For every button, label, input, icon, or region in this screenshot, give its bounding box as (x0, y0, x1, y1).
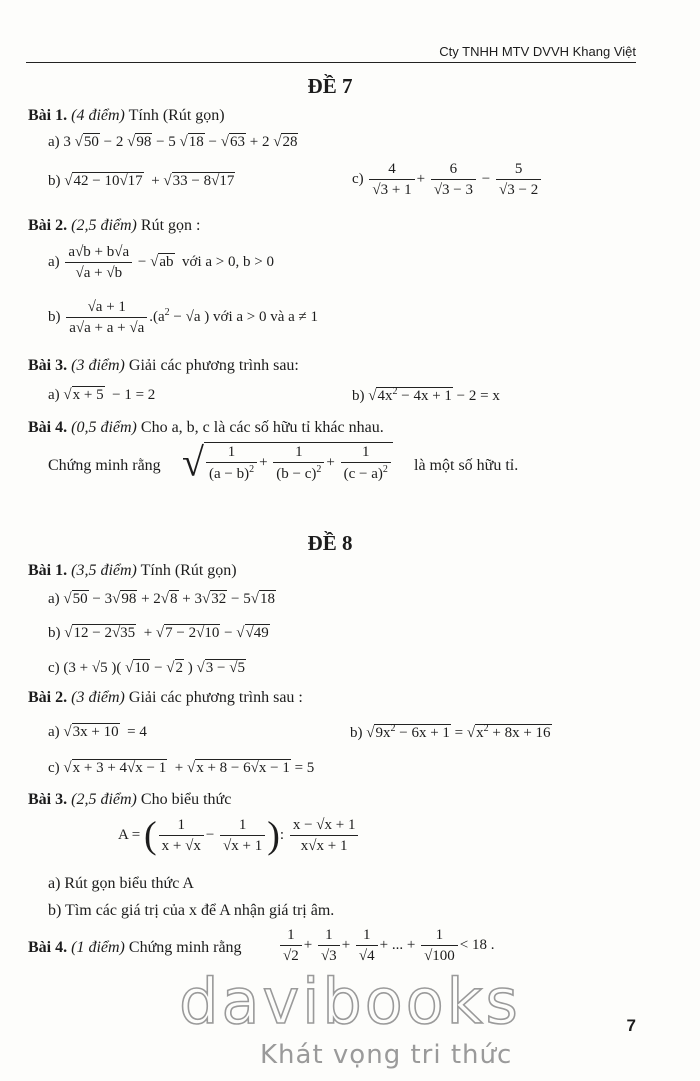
problem-points: (2,5 điểm) (71, 217, 137, 234)
exam-8-p3-qa: a) Rút gọn biểu thức A (48, 875, 194, 892)
exam-8-p3-expression: A = ( $\frac{1}{x + √x}$ − $\frac{1}{√x + 1}$ ): $\frac{x - √x + 1}{x√x + 1}$ (118, 816, 360, 855)
problem-points: (3 điểm) (71, 357, 125, 374)
exam-7-problem-4 (28, 418, 384, 437)
problem-label: Bài 4. (28, 419, 68, 436)
exam-8-problem-1 (28, 561, 237, 580)
exam-7-problem-1 (28, 106, 225, 125)
exam-7-p4-tail: là một số hữu tỉ. (414, 457, 519, 474)
exam-8-p2-b: b) $√9x^2 - 6x + 1 = √x^2 + 8x + 16$ (350, 723, 551, 741)
exam-8-p3-qb: b) Tìm các giá trị của x để A nhận giá trị âm. (48, 902, 335, 919)
problem-text: Giải các phương trình sau : (128, 689, 303, 706)
exam-7-p3-b: b) $√4x^2 - 4x + 1 - 2 = x$ (352, 386, 500, 404)
problem-text: Giải các phương trình sau: (128, 357, 299, 374)
exam-7-p1-a: a) 3 √50 − 2 √98 − 5 √18 − √63 + 2 √28 (48, 134, 298, 150)
header-rule (26, 62, 636, 63)
problem-points: (4 điểm) (71, 107, 125, 124)
exam-8-title: ĐỀ 8 (307, 531, 353, 555)
problem-text: Tính (Rút gọn) (140, 562, 237, 579)
exam-7-p3-a: a) √x + 5 − 1 = 2 (48, 387, 156, 403)
exam-7-p4-expression: √ $\frac{1}{(a - b)^2}$ + $\frac{1}{(b - c)^2}$ + $\frac{1}{(c - a)^2}$ (182, 442, 393, 483)
exam-7-problem-2 (28, 216, 200, 235)
watermark-slogan: Khát vọng tri thức (260, 1040, 513, 1070)
exam-8-p2-a: a) √3x + 10 = 4 (48, 724, 147, 740)
exam-7-title: ĐỀ 7 (307, 74, 353, 98)
exam-8-p1-b: b) √12 − 2√35 + √7 − 2√10 − √√49 (48, 625, 269, 641)
exam-8-p1-a: a) √50 − 3√98 + 2√8 + 3√32 − 5√18 (48, 591, 275, 607)
problem-points: (2,5 điểm) (71, 791, 137, 808)
exam-8-p4-expression: $\frac{1}{√2}$ + $\frac{1}{√3}$ + $\frac{1}{√4}$ + ... + $\frac{1}{√100}$ < 18 . (278, 926, 495, 965)
problem-label: Bài 4. (28, 939, 68, 956)
problem-text: Tính (Rút gọn) (128, 107, 225, 124)
watermark-logo: davibooks (179, 965, 521, 1038)
exam-7-p2-a: a) $\frac{a√b + b√a}{√a + √b}$ − √ab với a > 0, b > 0 (48, 244, 274, 281)
problem-points: (1 điểm) (71, 939, 125, 956)
problem-label: Bài 3. (28, 357, 68, 374)
problem-label: Bài 1. (28, 107, 68, 124)
problem-label: Bài 2. (28, 689, 68, 706)
running-header: Cty TNHH MTV DVVH Khang Việt (439, 44, 636, 59)
problem-points: (3 điểm) (71, 689, 125, 706)
problem-label: Bài 2. (28, 217, 68, 234)
exam-7-problem-3 (28, 356, 299, 375)
problem-text: Cho biểu thức (140, 791, 232, 808)
exam-7-p1-b: b) √42 − 10√17 + √33 − 8√17 (48, 173, 235, 189)
exam-8-p1-c: c) (3 + √5 )( √10 − √2 ) √3 − √5 (48, 660, 245, 676)
problem-points: (3,5 điểm) (71, 562, 137, 579)
exam-8-problem-3 (28, 790, 231, 809)
problem-text: Cho a, b, c là các số hữu tỉ khác nhau. (140, 419, 384, 436)
problem-text: Rút gọn : (140, 217, 201, 234)
exam-7-p4-prove: Chứng minh rằng (48, 457, 161, 474)
exam-8-problem-2 (28, 688, 303, 707)
exam-8-problem-4 (28, 938, 242, 957)
exam-7-p2-b: b) $\frac{√a + 1}{a√a + a + √a}$ $.(a^2 - √a$ ) với a > 0 và a ≠ 1 (48, 299, 319, 336)
problem-label: Bài 3. (28, 791, 68, 808)
exam-7-p1-c: c) $\frac{4}{√3 + 1}$ + $\frac{6}{√3 - 3}$ − $\frac{5}{√3 - 2}$ (352, 160, 543, 199)
problem-points: (0,5 điểm) (71, 419, 137, 436)
problem-text: Chứng minh rằng (128, 939, 242, 956)
exam-8-p2-c: c) √x + 3 + 4√x − 1 + √x + 8 − 6√x − 1 = 5 (48, 760, 315, 776)
page-number: 7 (626, 1016, 636, 1035)
problem-label: Bài 1. (28, 562, 68, 579)
